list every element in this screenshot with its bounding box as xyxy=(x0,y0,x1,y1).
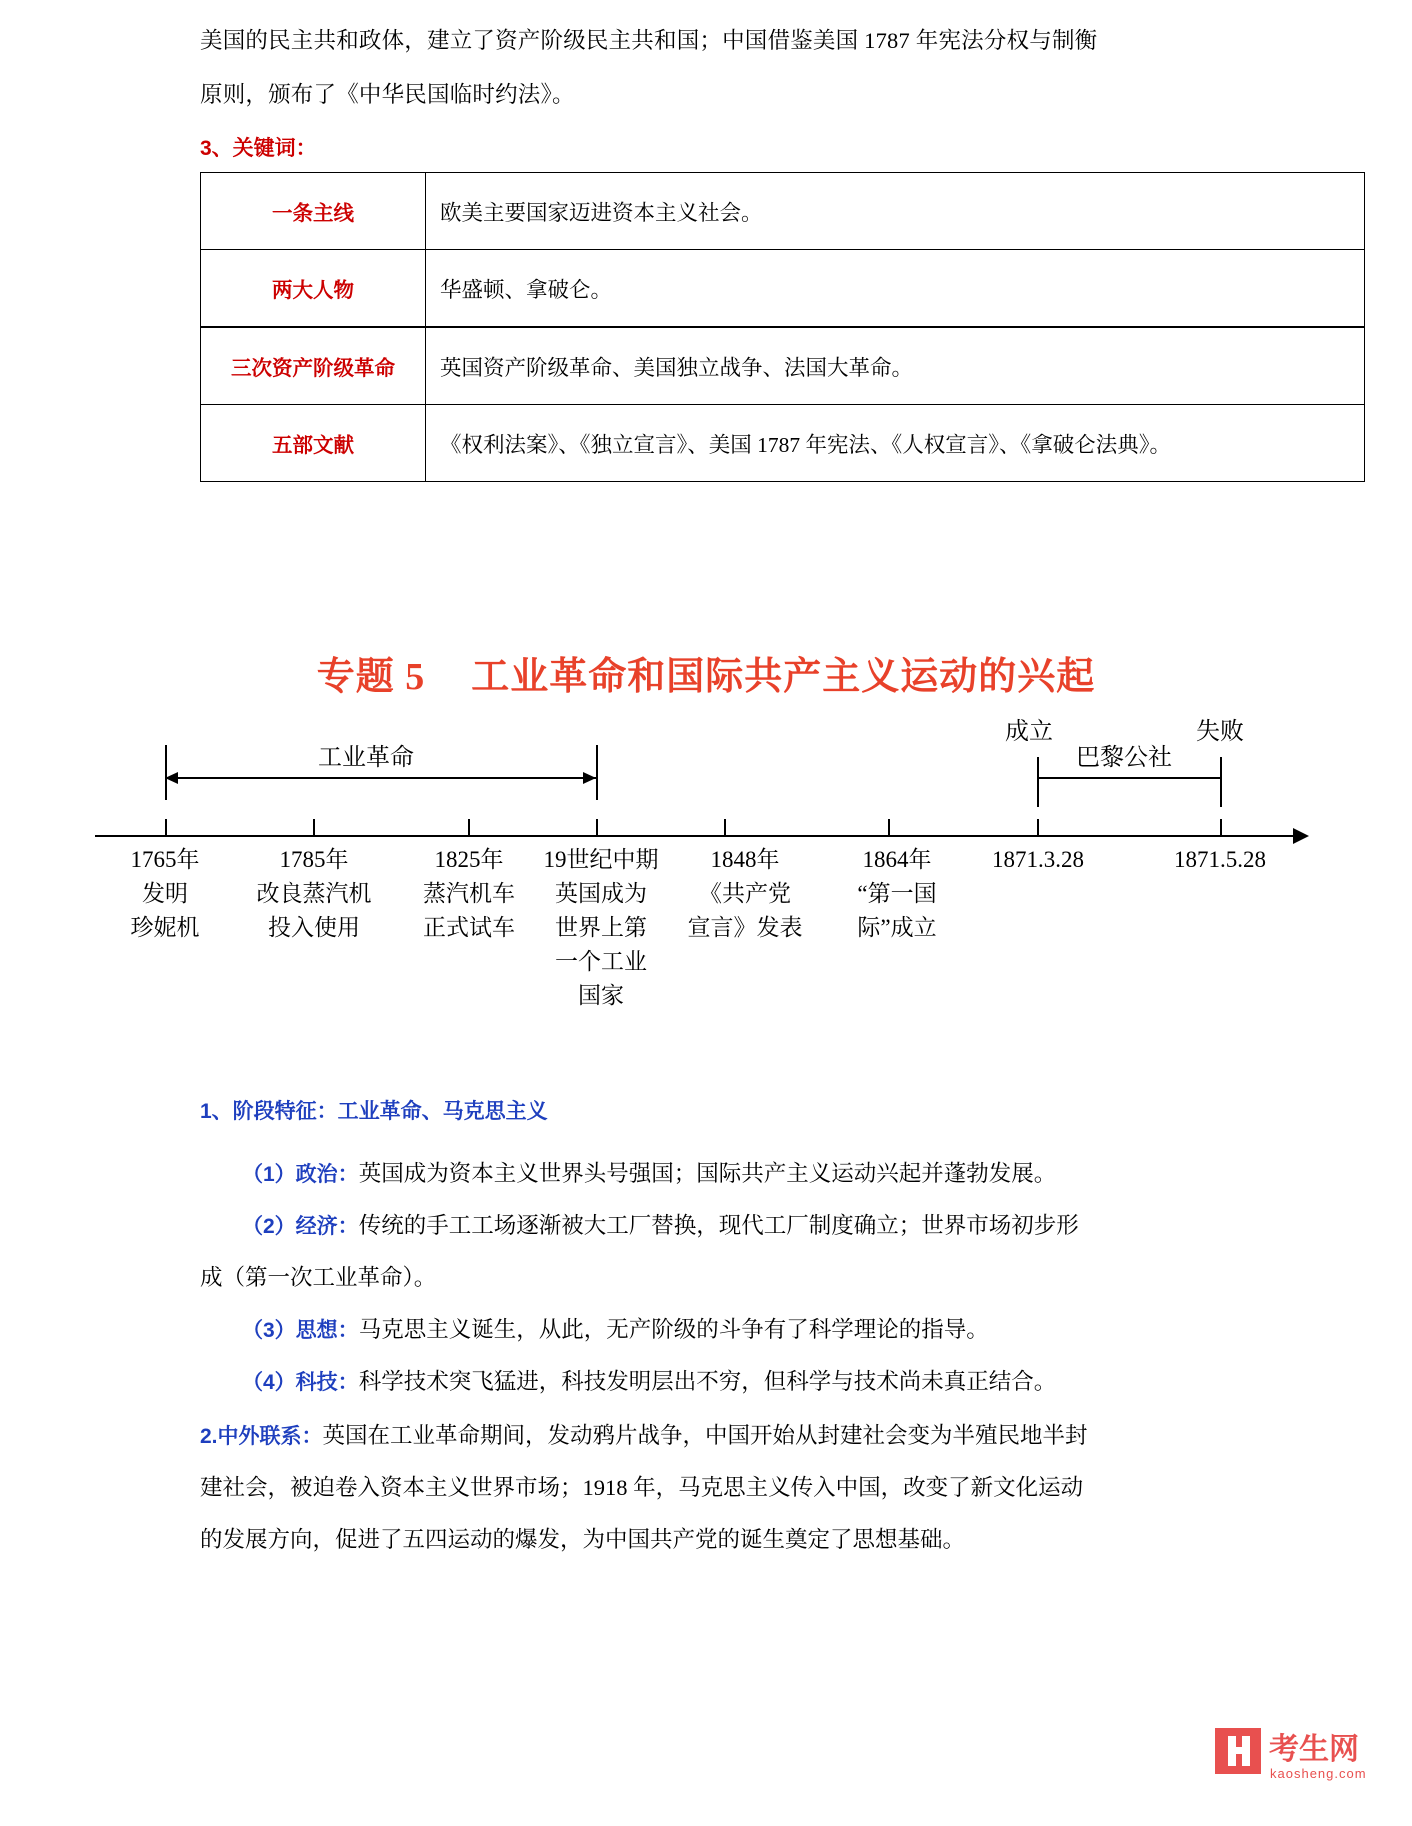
event-desc-line: 蒸汽机车 xyxy=(423,881,515,906)
connection-text: 的发展方向，促进了五四运动的爆发，为中国共产党的诞生奠定了思想基础。 xyxy=(200,1527,966,1552)
top-paragraph xyxy=(200,14,1230,122)
event-desc-line: 投入使用 xyxy=(268,915,360,940)
feature-text: 英国成为资本主义世界头号强国；国际共产主义运动兴起并蓬勃发展。 xyxy=(358,1161,1057,1186)
connection-line-3 xyxy=(200,1514,965,1566)
timeline-axis-arrow-icon xyxy=(1293,828,1309,844)
timeline-event xyxy=(536,843,666,1013)
event-year: 1765年 xyxy=(130,847,200,872)
event-year: 1864年 xyxy=(862,847,932,872)
event-year: 19世纪中期 xyxy=(543,847,659,872)
event-year: 1825年 xyxy=(434,847,504,872)
row-value: 《权利法案》、《独立宣言》、美国 1787 年宪法、《人权宣言》、《拿破仑法典》。 xyxy=(426,405,1365,482)
feature-item-technology xyxy=(242,1356,1056,1409)
span-arrow-right-icon xyxy=(583,772,596,784)
event-year: 1848年 xyxy=(710,847,780,872)
event-desc-line: “第一国 xyxy=(857,881,937,906)
row-value: 英国资产阶级革命、美国独立战争、法国大革命。 xyxy=(426,327,1365,405)
row-label: 五部文献 xyxy=(201,405,426,482)
topic-name: 工业革命和国际共产主义运动的兴起 xyxy=(471,656,1096,698)
event-year: 1785年 xyxy=(279,847,349,872)
event-desc-line: 宣言》发表 xyxy=(687,915,803,940)
timeline-tick xyxy=(596,819,598,837)
event-year: 1871.5.28 xyxy=(1174,847,1266,872)
timeline-tick xyxy=(888,819,890,837)
watermark-text: 考生网 xyxy=(1269,1733,1359,1766)
timeline-event xyxy=(228,843,400,945)
span-line xyxy=(165,777,596,779)
feature-label: （2）经济： xyxy=(242,1215,359,1238)
feature-text: 传统的手工工场逐渐被大工厂替换，现代工厂制度确立；世界市场初步形 xyxy=(358,1213,1079,1238)
span-end-tick xyxy=(596,745,598,800)
table-row xyxy=(201,173,1365,250)
connection-line-2 xyxy=(200,1462,1083,1514)
connection-text: 建社会，被迫卷入资本主义世界市场；1918 年，马克思主义传入中国，改变了新文化运动 xyxy=(200,1475,1084,1500)
timeline-event xyxy=(404,843,534,945)
topic-number: 专题 5 xyxy=(316,656,426,698)
feature-item-economy xyxy=(242,1200,1079,1253)
event-desc-line: 珍妮机 xyxy=(130,915,200,940)
feature-text: 马克思主义诞生，从此，无产阶级的斗争有了科学理论的指导。 xyxy=(358,1317,989,1342)
event-desc-line: 世界上第 xyxy=(555,915,647,940)
timeline-diagram xyxy=(0,715,1412,1045)
span-end-tick xyxy=(1220,757,1222,807)
table-row xyxy=(201,327,1365,405)
table-row xyxy=(201,405,1365,482)
feature-text: 成（第一次工业革命）。 xyxy=(200,1265,437,1290)
event-desc-line: 正式试车 xyxy=(423,915,515,940)
connection-text: 英国在工业革命期间，发动鸦片战争，中国开始从封建社会变为半殖民地半封 xyxy=(322,1423,1088,1448)
row-label: 三次资产阶级革命 xyxy=(201,327,426,405)
watermark xyxy=(1215,1722,1375,1792)
keywords-heading: 3、关键词： xyxy=(200,137,317,160)
event-desc-line: 改良蒸汽机 xyxy=(256,881,372,906)
span-label-paris-commune: 巴黎公社 xyxy=(1076,745,1172,771)
timeline-event xyxy=(960,843,1116,877)
event-desc-line: 发明 xyxy=(142,881,188,906)
span-arrow-left-icon xyxy=(165,772,178,784)
keywords-table xyxy=(200,172,1365,482)
feature-text: 科学技术突飞猛进，科技发明层出不穷，但科学与技术尚未真正结合。 xyxy=(358,1369,1057,1394)
connection-label: 2.中外联系： xyxy=(200,1425,323,1448)
feature-label: （4）科技： xyxy=(242,1371,359,1394)
event-desc-line: 英国成为 xyxy=(555,881,647,906)
feature-label: （1）政治： xyxy=(242,1163,359,1186)
connection-line-1 xyxy=(200,1410,1088,1463)
span-label-industrial-revolution: 工业革命 xyxy=(318,745,414,771)
top-paragraph-line-1: 美国的民主共和政体，建立了资产阶级民主共和国；中国借鉴美国 1787 年宪法分权与制衡 xyxy=(200,28,1098,53)
feature-item-politics xyxy=(242,1148,1056,1201)
row-value: 华盛顿、拿破仑。 xyxy=(426,250,1365,328)
row-label: 一条主线 xyxy=(201,173,426,250)
timeline-tick xyxy=(165,819,167,837)
timeline-tick xyxy=(468,819,470,837)
timeline-tick xyxy=(724,819,726,837)
timeline-event xyxy=(832,843,962,945)
timeline-tick xyxy=(1220,819,1222,837)
timeline-event xyxy=(664,843,826,945)
feature-item-thought xyxy=(242,1304,989,1357)
watermark-subtext: kaosheng.com xyxy=(1270,1766,1367,1781)
feature-item-economy-cont xyxy=(200,1252,436,1304)
event-desc-line: 际”成立 xyxy=(857,915,937,940)
span-start-label: 成立 xyxy=(1005,719,1053,745)
event-desc-line: 国家 xyxy=(578,983,624,1008)
row-value: 欧美主要国家迈进资本主义社会。 xyxy=(426,173,1365,250)
feature-label: （3）思想： xyxy=(242,1319,359,1342)
event-desc-line: 《共产党 xyxy=(699,881,791,906)
table-row xyxy=(201,250,1365,328)
timeline-tick xyxy=(313,819,315,837)
event-desc-line: 一个工业 xyxy=(555,949,647,974)
timeline-event xyxy=(95,843,235,945)
span-end-label: 失败 xyxy=(1196,719,1244,745)
event-year: 1871.3.28 xyxy=(992,847,1084,872)
top-paragraph-line-2: 原则，颁布了《中华民国临时约法》。 xyxy=(200,82,575,107)
timeline-axis xyxy=(95,835,1295,837)
span-start-tick xyxy=(1037,757,1039,807)
timeline-event xyxy=(1142,843,1298,877)
watermark-logo-icon xyxy=(1215,1728,1261,1774)
features-heading: 1、阶段特征：工业革命、马克思主义 xyxy=(200,1100,548,1123)
timeline-tick xyxy=(1037,819,1039,837)
page-title xyxy=(0,645,1412,700)
span-line xyxy=(1037,777,1220,779)
row-label: 两大人物 xyxy=(201,250,426,328)
